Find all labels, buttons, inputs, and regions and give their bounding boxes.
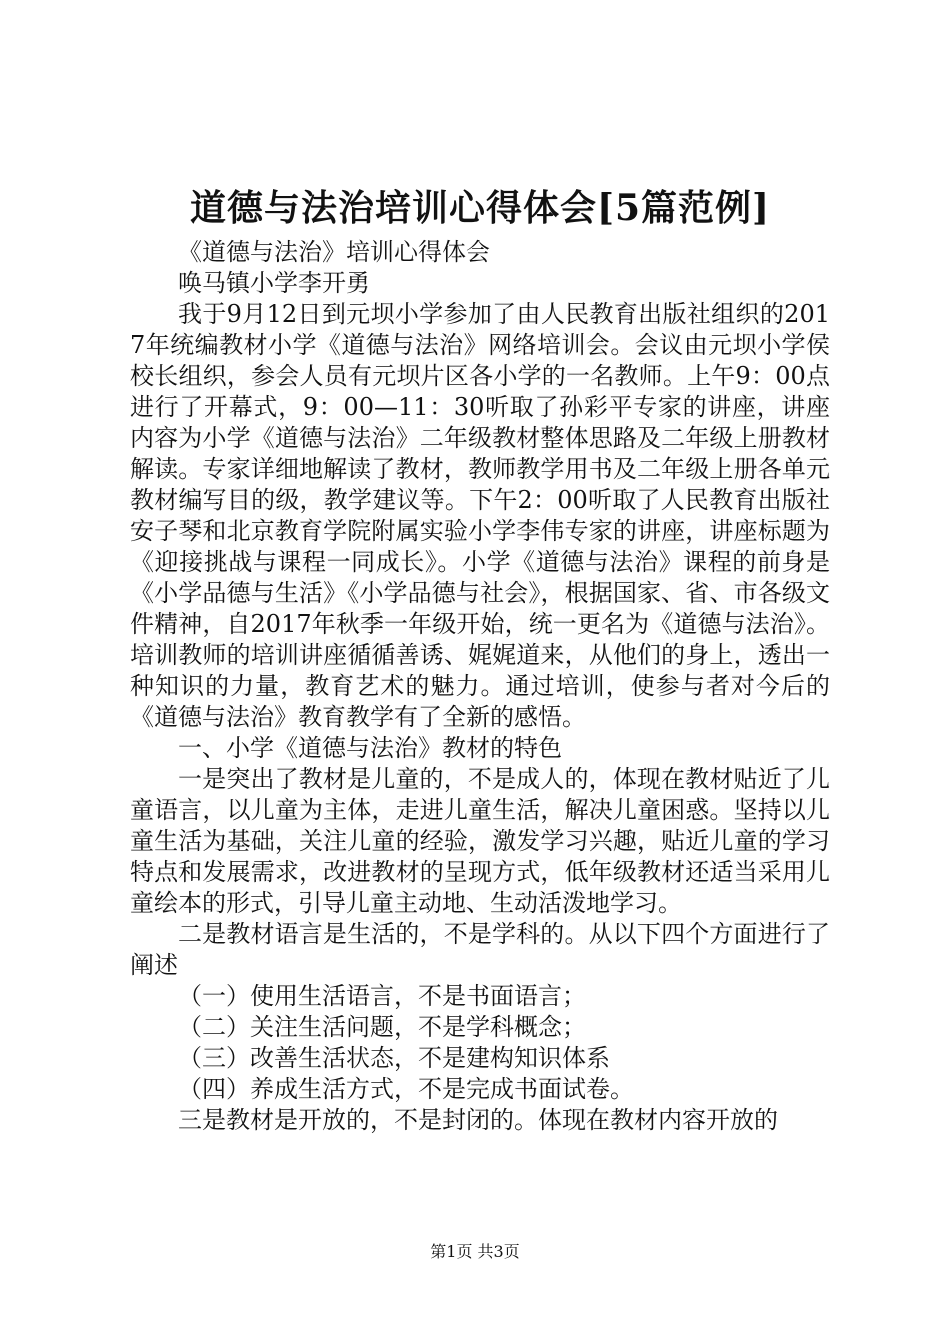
section-heading: 一、小学《道德与法治》教材的特色: [178, 734, 562, 762]
page-footer: 第1页 共3页: [430, 1242, 520, 1261]
body-paragraph: 二是教材语言是生活的，不是学科的。从以下四个方面进行了阐述: [130, 920, 830, 979]
list-item: （三）改善生活状态，不是建构知识体系: [178, 1044, 610, 1072]
author-paragraph: 唤马镇小学李开勇: [178, 269, 370, 297]
body-paragraph: 我于9月12日到元坝小学参加了由人民教育出版社组织的2017年统编教材小学《道德与法治》网络培训会。会议由元坝小学侯校长组织，参会人员有元坝片区各小学的一名教师。上午9：00点进行了开幕式，9：00—11：30听取了孙彩平专家的讲座，讲座内容为小学《道德与法治》二年级教材整体思路及二年级上册教材解读。专家详细地解读了教材，教师教学用书及二年级上册各单元教材编写目的级，教学建议等。下午2：00听取了人民教育出版社安子琴和北京教育学院附属实验小学李伟专家的讲座，讲座标题为《迎接挑战与课程一同成长》。小学《道德与法治》课程的前身是《小学品德与生活》《小学品德与社会》，根据国家、省、市各级文件精神，自2017年秋季一年级开始，统一更名为《道德与法治》。培训教师的培训讲座循循善诱、娓娓道来，从他们的身上，透出一种知识的力量，教育艺术的魅力。通过培训，使参与者对今后的《道德与法治》教育教学有了全新的感悟。: [130, 300, 830, 731]
document-page: [130, 185, 830, 1136]
list-item: （一）使用生活语言，不是书面语言；: [178, 982, 586, 1010]
list-item: （四）养成生活方式，不是完成书面试卷。: [178, 1075, 634, 1103]
body-paragraph: 三是教材是开放的，不是封闭的。体现在教材内容开放的: [178, 1106, 778, 1134]
document-title: 道德与法治培训心得体会[5篇范例]: [189, 187, 771, 229]
list-item: （二）关注生活问题，不是学科概念；: [178, 1013, 586, 1041]
subtitle-paragraph: 《道德与法治》培训心得体会: [178, 238, 490, 266]
body-paragraph: 一是突出了教材是儿童的，不是成人的，体现在教材贴近了儿童语言，以儿童为主体，走进儿童生活，解决儿童困惑。坚持以儿童生活为基础，关注儿童的经验，激发学习兴趣，贴近儿童的学习特点和发展需求，改进教材的呈现方式，低年级教材还适当采用儿童绘本的形式，引导儿童主动地、生动活泼地学习。: [130, 765, 830, 917]
